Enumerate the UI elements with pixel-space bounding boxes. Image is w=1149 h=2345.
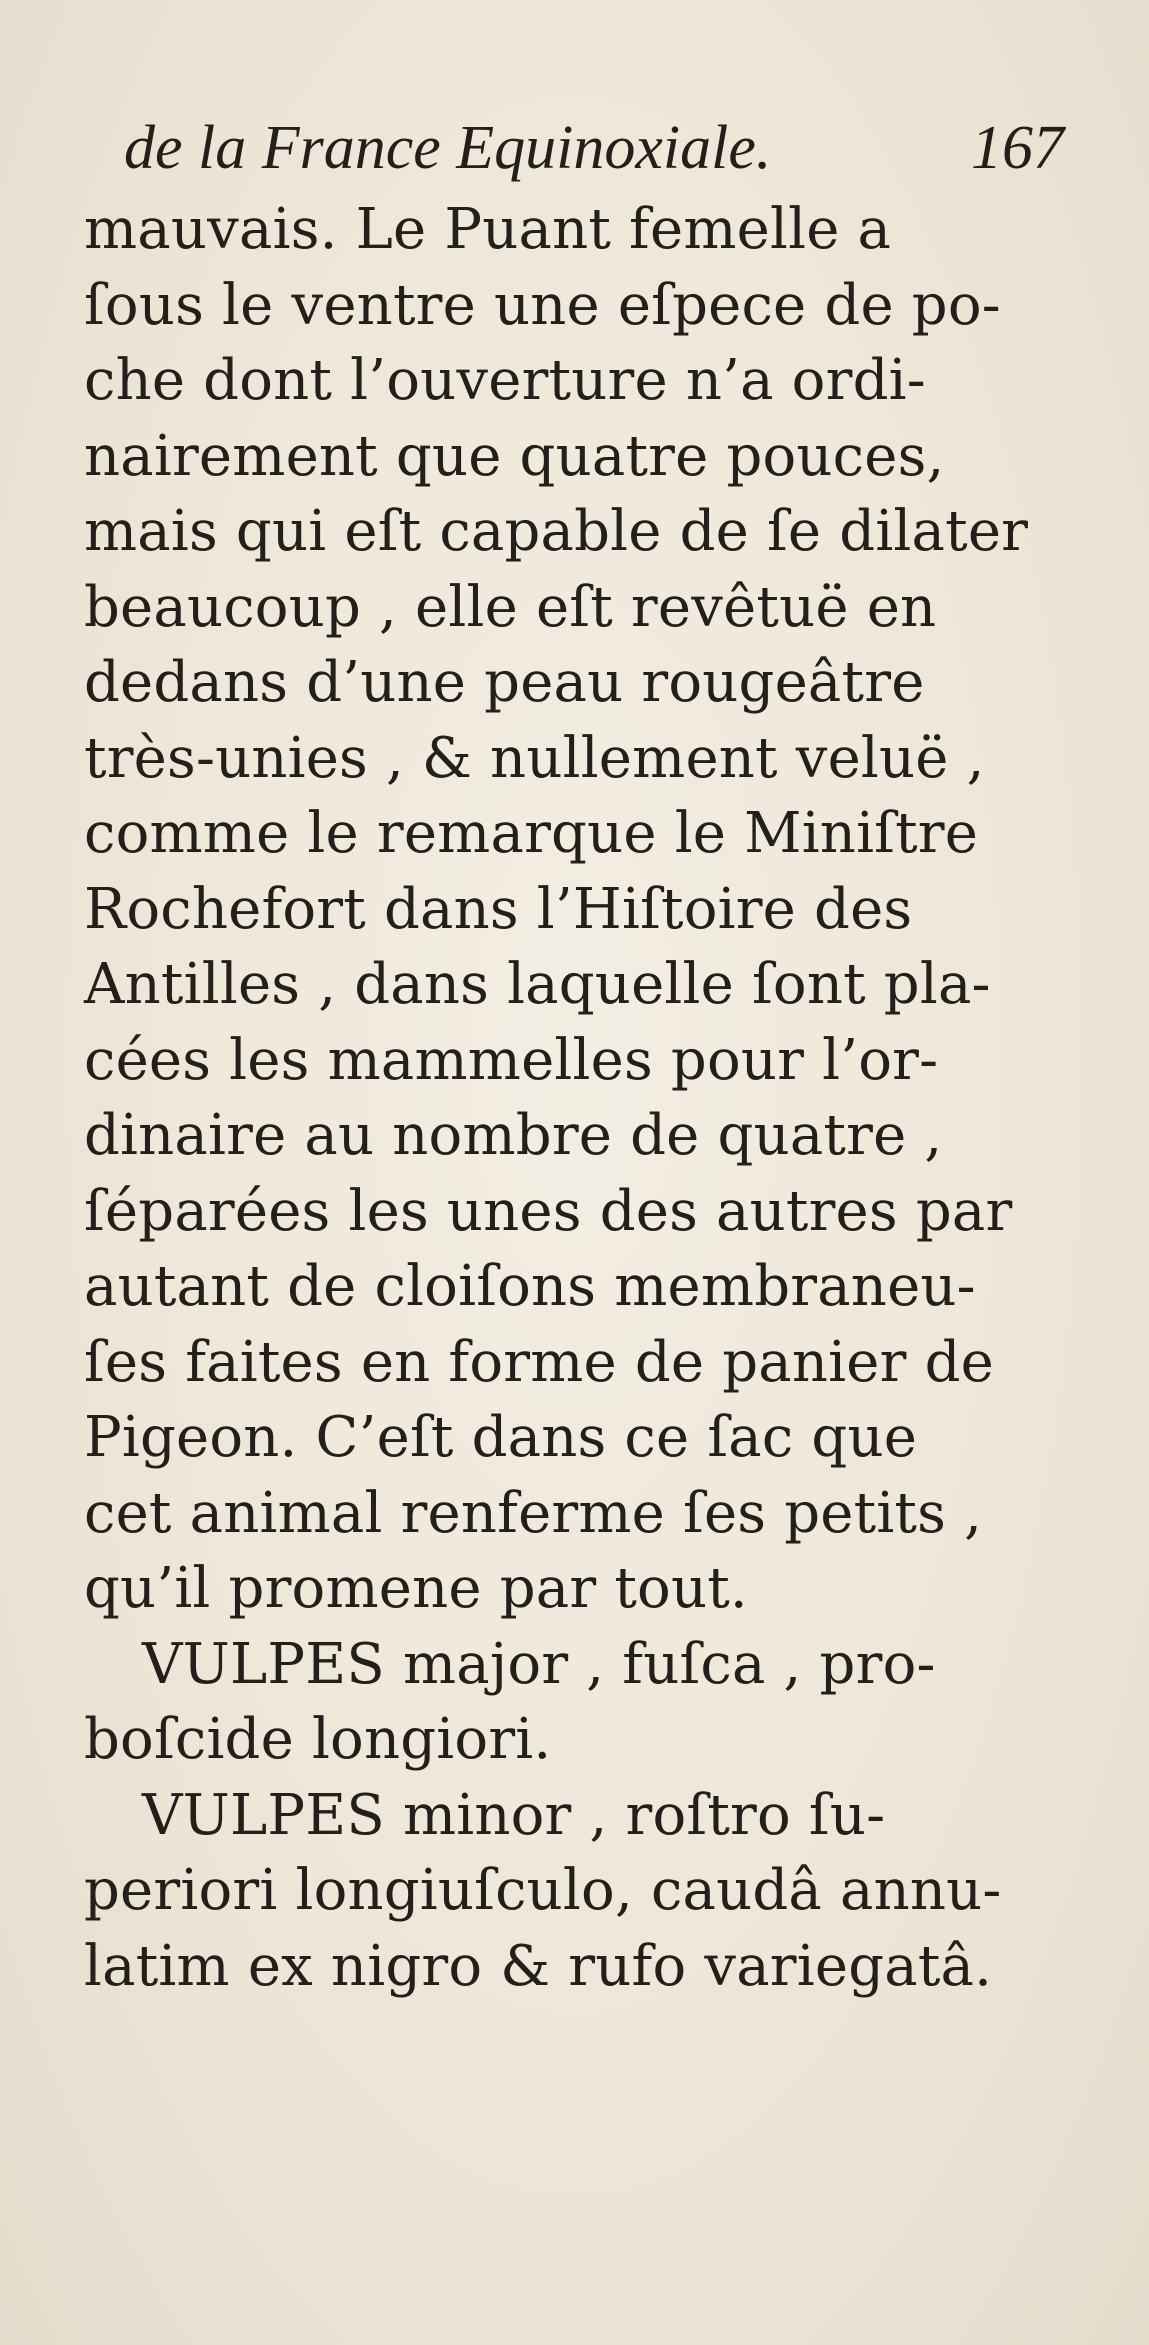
text-line: mais qui eſt capable de ſe dilater bbox=[84, 499, 1029, 564]
page-header bbox=[120, 108, 1080, 188]
text-line: mauvais. Le Puant femelle a bbox=[84, 197, 892, 262]
text-line: beaucoup , elle eſt revêtuë en bbox=[84, 574, 937, 640]
text-line: cet animal renferme ſes petits , bbox=[84, 1480, 983, 1546]
text-line: nairement que quatre pouces, bbox=[84, 423, 945, 489]
page-number: 167 bbox=[971, 114, 1064, 182]
text-line: très-unies , & nullement veluë , bbox=[84, 725, 985, 791]
running-title: de la France Equinoxiale. bbox=[124, 114, 772, 182]
text-line: qu’il promene par tout. bbox=[84, 1556, 748, 1621]
text-line: comme le remarque le Miniſtre bbox=[84, 801, 979, 866]
text-line: Rochefort dans l’Hiſtoire des bbox=[84, 876, 913, 942]
text-line: boſcide longiori. bbox=[84, 1707, 552, 1772]
text-line: Pigeon. C’eſt dans ce ſac que bbox=[84, 1405, 918, 1470]
text-line: Antilles , dans laquelle ſont pla- bbox=[84, 952, 991, 1017]
text-line: periori longiuſculo, caudâ annu- bbox=[84, 1858, 1002, 1923]
text-line: che dont l’ouverture n’a ordi- bbox=[84, 348, 926, 413]
text-line: ſes faites en forme de panier de bbox=[84, 1329, 994, 1395]
text-line: VULPES minor , roſtro ſu- bbox=[142, 1782, 886, 1848]
body-text bbox=[84, 192, 1084, 2004]
text-line: ſous le ventre une eſpece de po- bbox=[84, 272, 1001, 338]
text-line: latim ex nigro & rufo variegatâ. bbox=[84, 1933, 993, 1999]
text-line: ſéparées les unes des autres par bbox=[84, 1178, 1013, 1244]
text-line: cées les mammelles pour l’or- bbox=[84, 1027, 939, 1093]
text-line: VULPES major , fuſca , pro- bbox=[142, 1631, 936, 1697]
text-line: dedans d’une peau rougeâtre bbox=[84, 650, 925, 715]
text-line: dinaire au nombre de quatre , bbox=[84, 1103, 943, 1168]
text-line: autant de cloiſons membraneu- bbox=[84, 1254, 976, 1319]
